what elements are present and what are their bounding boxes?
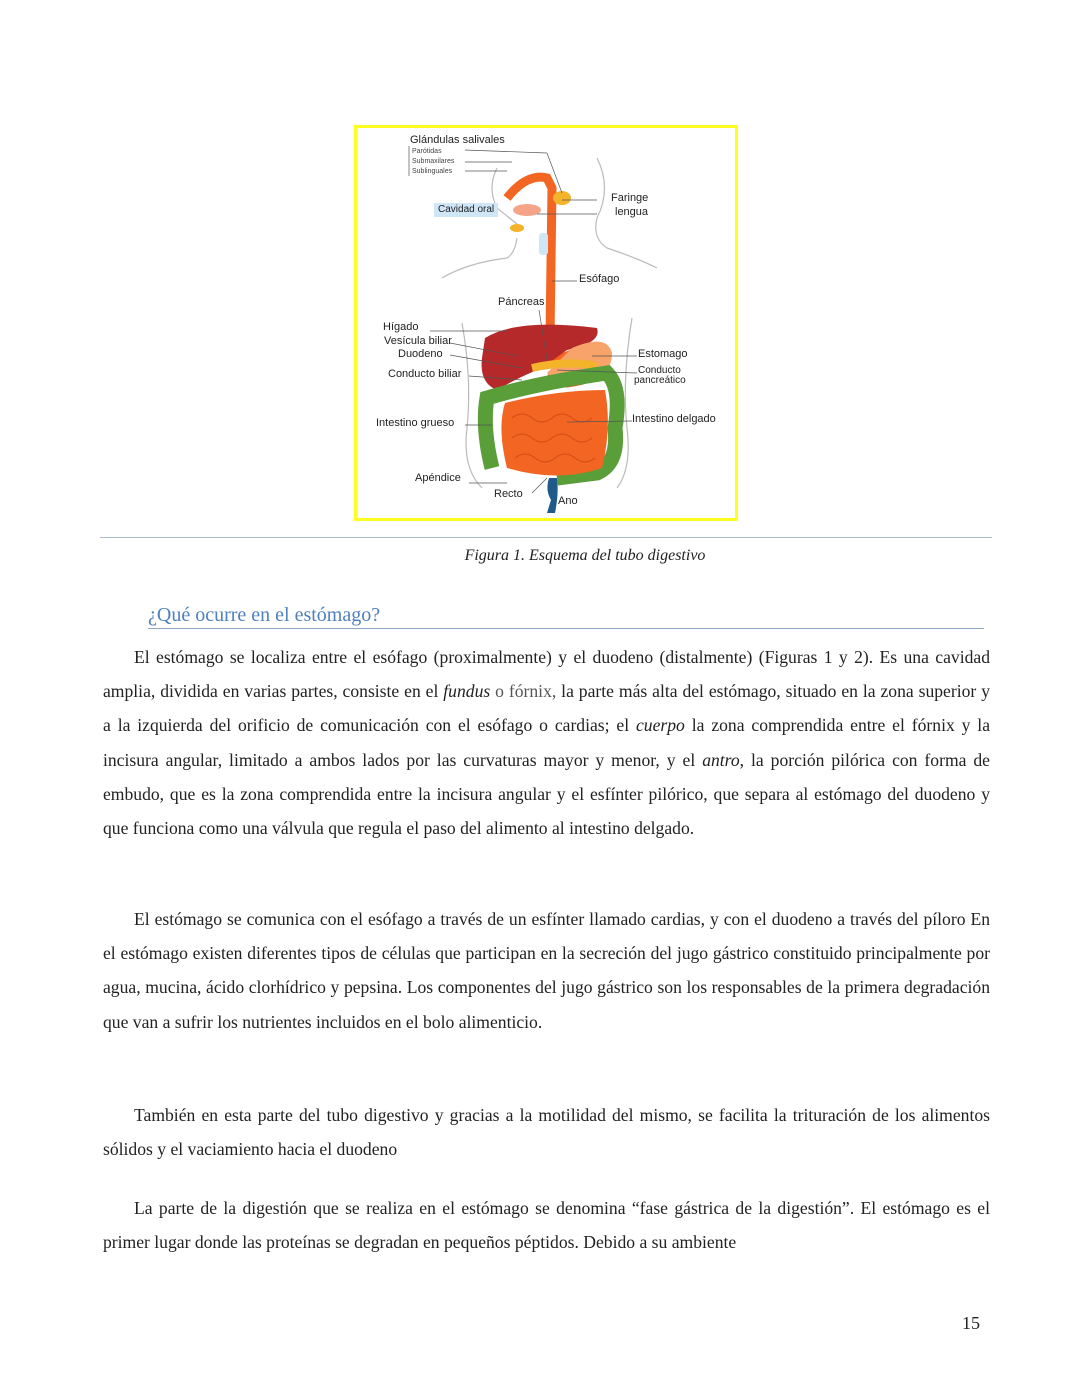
label-estomago: Estomago: [638, 348, 688, 360]
label-pancreas: Páncreas: [498, 296, 545, 308]
caption-divider: [100, 537, 992, 538]
label-conducto-biliar: Conducto biliar: [388, 368, 462, 380]
text-run: o fórnix,: [490, 681, 557, 702]
label-faringe: Faringe: [611, 192, 649, 204]
text-run: El estómago se localiza entre el esófago (proximalmente) y el duodeno (distalmente) (Figuras 1 y 2). Es una cavidad amplia, dividida en varias partes, consiste en el: [103, 647, 990, 702]
digestive-system-figure: [354, 125, 738, 521]
label-higado: Hígado: [383, 321, 419, 333]
page-number: 15: [962, 1313, 980, 1333]
section-heading: ¿Qué ocurre en el estómago?: [148, 604, 984, 629]
label-cavidad-oral: Cavidad oral: [434, 203, 498, 217]
label-ano: Ano: [558, 495, 578, 507]
label-lengua: lengua: [615, 206, 649, 218]
label-esofago: Esófago: [579, 273, 620, 285]
term-fundus: fundus: [443, 681, 491, 702]
label-parotidas: Parótidas: [412, 148, 442, 155]
text-run: , la porción pilórica con forma de embudo, que es la zona comprendida entre la incisura angular y el esfínter pilórico, que separa al estómago del duodeno y que funciona como una válvula que regula el paso del alimento al intestino delgado.: [103, 749, 990, 839]
label-submaxilares: Submaxilares: [412, 158, 455, 165]
label-conducto-pancreatico-2: pancreático: [634, 375, 686, 386]
term-antro: antro: [702, 749, 740, 770]
term-cuerpo: cuerpo: [636, 715, 685, 736]
label-apendice: Apéndice: [415, 472, 461, 484]
label-vesicula-biliar: Vesícula biliar: [384, 335, 452, 347]
label-sublinguales: Sublinguales: [412, 168, 453, 175]
paragraph-3: También en esta parte del tubo digestivo y gracias a la motilidad del mismo, se facilita la trituración de los alimentos sólidos y el vaciamiento hacia el duodeno: [103, 1105, 990, 1160]
label-conducto-pancreatico: Conducto: [638, 365, 681, 376]
figure-caption: Figura 1. Esquema del tubo digestivo: [464, 547, 706, 564]
label-intestino-delgado: Intestino delgado: [632, 413, 716, 425]
label-recto: Recto: [494, 488, 523, 500]
label-intestino-grueso: Intestino grueso: [376, 417, 455, 429]
label-glandulas-salivales: Glándulas salivales: [410, 134, 505, 146]
paragraph-2: El estómago se comunica con el esófago a través de un esfínter llamado cardias, y con el duodeno a través del píloro En el estómago existen diferentes tipos de células que participan en la secreción del jugo gástrico constituido principalmente por agua, mucina, ácido clorhídrico y pepsina. Los componentes del jugo gástrico son los responsables de la primera degradación que van a sufrir los nutrientes incluidos en el bolo alimenticio.: [103, 909, 990, 1032]
paragraph-4: La parte de la digestión que se realiza en el estómago se denomina “fase gástrica de la digestión”. El estómago es el primer lugar donde las proteínas se degradan en pequeños péptidos. Debido a su ambiente: [103, 1198, 990, 1253]
label-duodeno: Duodeno: [398, 348, 443, 360]
paragraph-1: [103, 640, 990, 845]
text-run: la zona comprendida entre el fórnix y la incisura angular, limitado a ambos lados por las curvaturas mayor y menor, y el: [103, 715, 991, 770]
text-run: la parte más alta del estómago, situado en la zona superior y a la izquierda del orificio de comunicación con el esófago o cardias; el: [103, 681, 990, 736]
